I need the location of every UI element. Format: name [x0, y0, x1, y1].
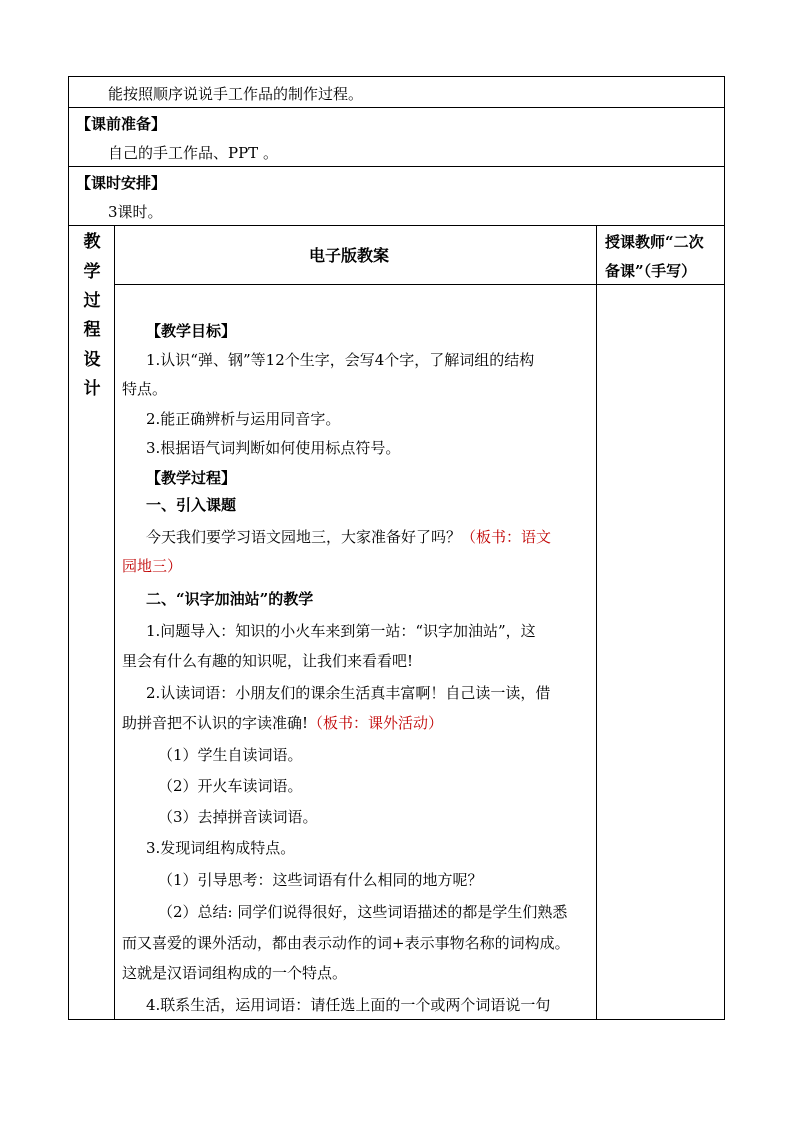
header-divider [114, 284, 725, 285]
column-divider-right [596, 225, 597, 1020]
goal-1-cont: 特点。 [122, 380, 168, 398]
sub-item-2: （2）开火车读词语。 [158, 777, 303, 795]
process-heading: 【教学过程】 [146, 469, 237, 487]
goal-3: 3.根据语气词判断如何使用标点符号。 [146, 439, 401, 457]
right-header-line2: 备课”（手写） [605, 262, 697, 280]
prep-heading: 【课前准备】 [76, 115, 167, 133]
column-divider-left [114, 225, 115, 1020]
point-3: 3.发现词组构成特点。 [146, 839, 296, 857]
schedule-heading: 【课时安排】 [76, 174, 167, 192]
goal-1: 1.认识“弹、钢”等12个生字，会写4个字，了解词组的结构 [146, 351, 535, 369]
row-divider [68, 225, 725, 226]
point-4: 4.联系生活，运用词语：请任选上面的一个或两个词语说一句 [146, 996, 551, 1014]
section-1-text-main: 今天我们要学习语文园地三，大家准备好了吗？ [146, 528, 462, 546]
point-3-sub-2: （2）总结: 同学们说得很好，这些词语描述的都是学生们熟悉 [158, 903, 568, 921]
schedule-text: 3课时。 [108, 203, 163, 221]
side-label-char: 教 [83, 232, 101, 252]
row-divider [68, 166, 725, 167]
point-1: 1.问题导入：知识的小火车来到第一站：“识字加油站”，这 [146, 622, 536, 640]
point-2: 2.认读词语：小朋友们的课余生活真丰富啊！自己读一读，借 [146, 684, 551, 702]
prep-text: 自己的手工作品、PPT 。 [108, 144, 278, 162]
objective-text: 能按照顺序说说手工作品的制作过程。 [108, 85, 364, 103]
section-2-heading: 二、“识字加油站”的教学 [146, 590, 314, 608]
board-note-cont: 园地三） [122, 557, 183, 575]
sub-item-1: （1）学生自读词语。 [158, 746, 303, 764]
sub-item-3: （3）去掉拼音读词语。 [158, 808, 318, 826]
board-note: （板书：语文 [461, 528, 552, 546]
side-label-char: 过 [83, 291, 101, 311]
point-3-sub-1: （1）引导思考：这些词语有什么相同的地方呢？ [158, 871, 483, 889]
section-1-text [146, 527, 551, 547]
side-label-char: 程 [83, 320, 101, 340]
point-3-sub-2-cont: 而又喜爱的课外活动，都由表示动作的词+表示事物名称的词构成。 [122, 934, 570, 952]
side-label-char: 计 [83, 379, 101, 399]
point-2-cont [122, 713, 443, 733]
board-note: （板书：课外活动） [308, 714, 444, 732]
point-2-text: 助拼音把不认识的字读准确! [122, 714, 309, 732]
side-label-char: 设 [83, 350, 101, 370]
row-divider [68, 107, 725, 108]
right-header-line1: 授课教师“二次 [605, 233, 704, 251]
goals-heading: 【教学目标】 [146, 322, 237, 340]
center-header: 电子版教案 [309, 246, 390, 265]
goal-2: 2.能正确辨析与运用同音字。 [146, 410, 341, 428]
point-1-cont: 里会有什么有趣的知识呢，让我们来看看吧! [122, 652, 414, 670]
side-label-char: 学 [83, 262, 101, 282]
point-3-sub-2-cont: 这就是汉语词组构成的一个特点。 [122, 964, 348, 982]
section-1-heading: 一、引入课题 [146, 496, 237, 514]
